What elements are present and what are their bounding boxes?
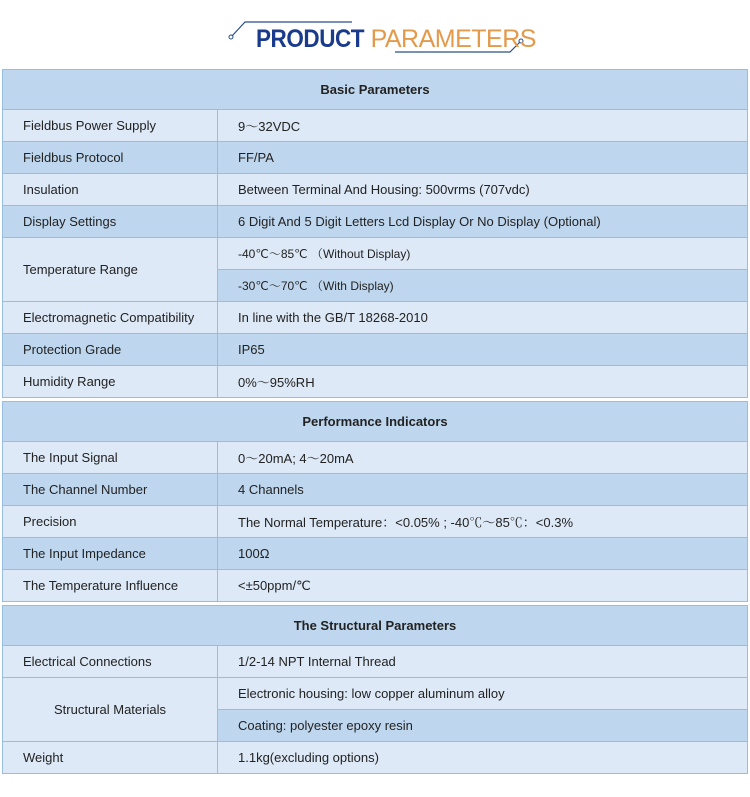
row-value: <±50ppm/℃: [218, 570, 748, 602]
row-value: The Normal Temperature：<0.05% ; -40℃～85℃：<0.3%: [218, 506, 748, 538]
row-value: Between Terminal And Housing: 500vrms (707vdc): [218, 174, 748, 206]
row-label: Electrical Connections: [3, 646, 218, 678]
row-label: Display Settings: [3, 206, 218, 238]
row-label: The Input Impedance: [3, 538, 218, 570]
row-value: FF/PA: [218, 142, 748, 174]
row-label: The Channel Number: [3, 474, 218, 506]
table-row: [3, 742, 748, 774]
row-value: -40℃～85℃ （Without Display): [218, 238, 748, 270]
row-value: 6 Digit And 5 Digit Letters Lcd Display Or No Display (Optional): [218, 206, 748, 238]
row-value: 0%～95%RH: [218, 366, 748, 398]
table-row: [3, 174, 748, 206]
row-label: Precision: [3, 506, 218, 538]
table-row: [3, 238, 748, 270]
row-label: Protection Grade: [3, 334, 218, 366]
table-row: [3, 474, 748, 506]
table-row: [3, 570, 748, 602]
title-bold: PRODUCT: [256, 25, 365, 53]
row-label: Electromagnetic Compatibility: [3, 302, 218, 334]
table-row: [3, 646, 748, 678]
row-value: 1.1kg(excluding options): [218, 742, 748, 774]
row-value: 9～32VDC: [218, 110, 748, 142]
row-label: Insulation: [3, 174, 218, 206]
table-row: [3, 142, 748, 174]
parameters-table: [2, 69, 748, 774]
row-value: 4 Channels: [218, 474, 748, 506]
table-row: [3, 506, 748, 538]
row-value: 0～20mA; 4～20mA: [218, 442, 748, 474]
table-row: [3, 206, 748, 238]
row-value: Electronic housing: low copper aluminum alloy: [218, 678, 748, 710]
table-row: [3, 366, 748, 398]
row-value: IP65: [218, 334, 748, 366]
row-label: Humidity Range: [3, 366, 218, 398]
row-label: Weight: [3, 742, 218, 774]
table-row: [3, 678, 748, 710]
row-value: -30℃～70℃ （With Display): [218, 270, 748, 302]
row-label: Fieldbus Power Supply: [3, 110, 218, 142]
row-value: 100Ω: [218, 538, 748, 570]
row-value: In line with the GB/T 18268-2010: [218, 302, 748, 334]
table-row: [3, 110, 748, 142]
table-row: [3, 538, 748, 570]
table-row: [3, 442, 748, 474]
row-value: Coating: polyester epoxy resin: [218, 710, 748, 742]
title-light: PARAMETERS: [370, 25, 536, 53]
row-label: Temperature Range: [3, 238, 218, 302]
section-heading-structural: The Structural Parameters: [3, 606, 748, 646]
row-label: Structural Materials: [3, 678, 218, 742]
table-row: [3, 302, 748, 334]
page-title: [0, 0, 750, 66]
row-label: Fieldbus Protocol: [3, 142, 218, 174]
row-label: The Input Signal: [3, 442, 218, 474]
section-heading-performance: Performance Indicators: [3, 402, 748, 442]
table-row: [3, 334, 748, 366]
row-label: The Temperature Influence: [3, 570, 218, 602]
row-value: 1/2-14 NPT Internal Thread: [218, 646, 748, 678]
section-heading-basic: Basic Parameters: [3, 70, 748, 110]
